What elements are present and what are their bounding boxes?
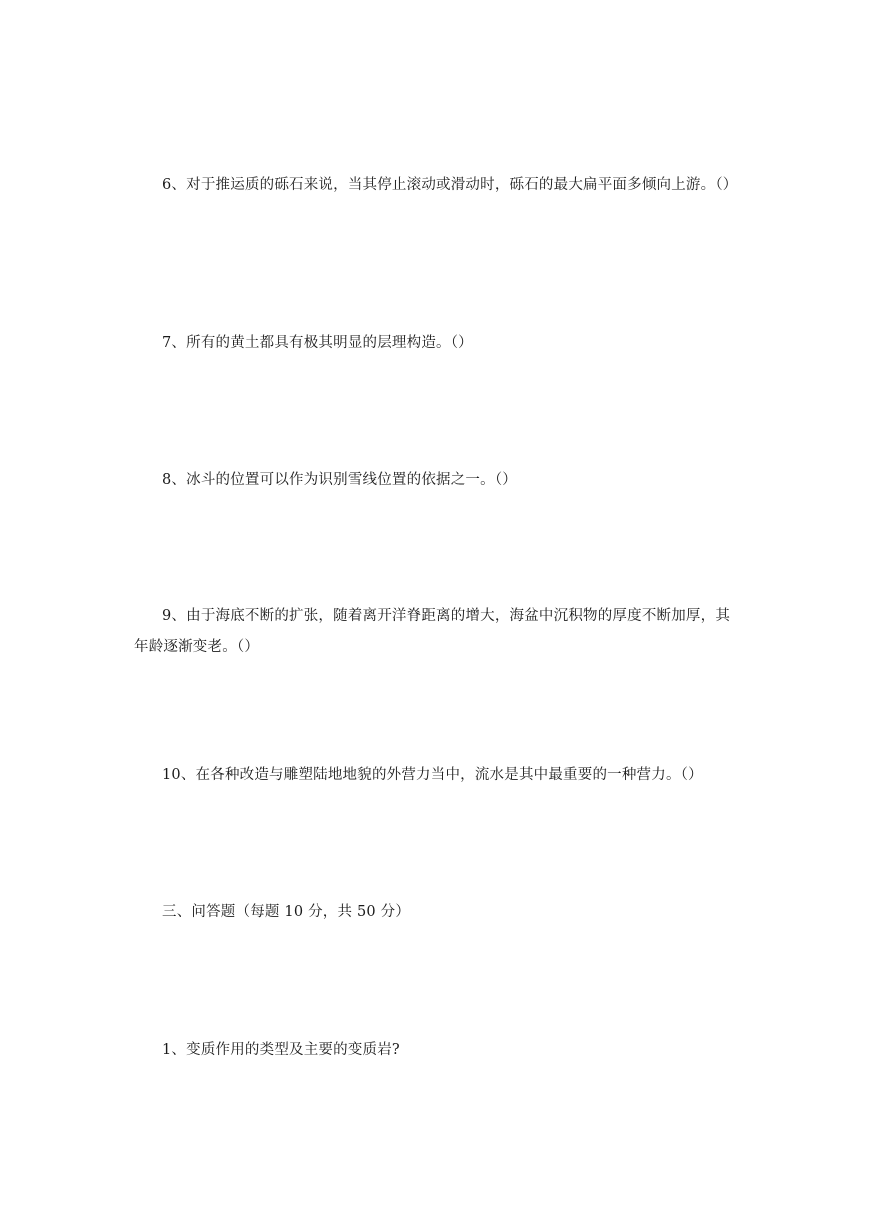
true-false-item-10: 10、在各种改造与雕塑陆地地貌的外营力当中，流水是其中最重要的一种营力。（）	[162, 767, 703, 783]
true-false-item-6: 6、对于推运质的砾石来说，当其停止滚动或滑动时，砾石的最大扁平面多倾向上游。（）	[162, 177, 738, 193]
true-false-item-9: 9、由于海底不断的扩张，随着离开洋脊距离的增大，海盆中沉积物的厚度不断加厚，其年龄逐渐变老。（）	[134, 608, 731, 655]
section-heading-qa: 三、问答题（每题 10 分，共 50 分）	[162, 904, 411, 920]
qa-item-1: 1、变质作用的类型及主要的变质岩?	[162, 1042, 400, 1058]
true-false-item-7: 7、所有的黄土都具有极其明显的层理构造。（）	[162, 335, 473, 351]
true-false-item-8: 8、冰斗的位置可以作为识别雪线位置的依据之一。（）	[162, 472, 517, 488]
